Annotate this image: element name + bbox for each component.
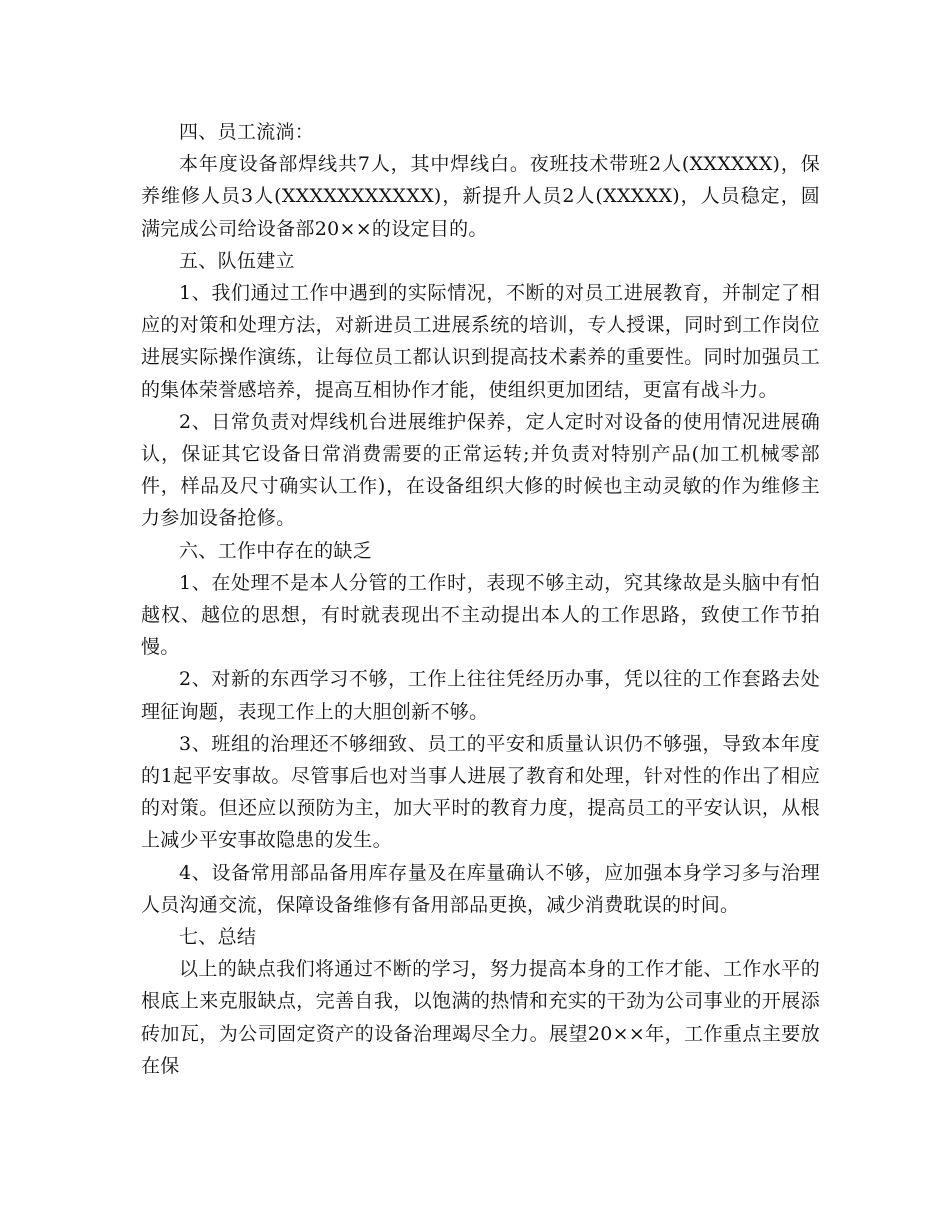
paragraph-shortcoming-2: 2、对新的东西学习不够，工作上往往凭经历办事，凭以往的工作套路去处理征询题，表现工作上的大胆创新不够。 <box>141 668 820 723</box>
paragraph-shortcoming-3: 3、班组的治理还不够细致、员工的平安和质量认识仍不够强，导致本年度的1起平安事故。尽管事后也对当事人进展了教育和处理，针对性的作出了相应的对策。但还应以预防为主，加大平时的教育力度，提高员工的平安认识，从根上减少平安事故隐患的发生。 <box>141 732 820 852</box>
section-heading-shortcomings: 六、工作中存在的缺乏 <box>179 539 373 562</box>
paragraph-staff-turnover: 本年度设备部焊线共7人，其中焊线白。夜班技术带班2人(XXXXXX)，保养维修人员3人(XXXXXXXXXXX)，新提升人员2人(XXXXX)，人员稳定，圆满完成公司给设备部20××的设定目的。 <box>141 153 820 240</box>
paragraph-team-building-2: 2、日常负责对焊线机台进展维护保养，定人定时对设备的使用情况进展确认，保证其它设备日常消费需要的正常运转;并负责对特别产品(加工机械零部件，样品及尺寸确实认工作)，在设备组织大修的时候也主动灵敏的作为维修主力参加设备抢修。 <box>141 410 820 530</box>
paragraph-summary: 以上的缺点我们将通过不断的学习，努力提高本身的工作才能、工作水平的根底上来克服缺点，完善自我，以饱满的热情和充实的干劲为公司事业的开展添砖加瓦，为公司固定资产的设备治理竭尽全力。展望20××年，工作重点主要放在保 <box>141 958 820 1077</box>
paragraph-shortcoming-4: 4、设备常用部品备用库存量及在库量确认不够，应加强本身学习多与治理人员沟通交流，保障设备维修有备用部品更换，减少消费耽误的时间。 <box>141 861 820 916</box>
paragraph-team-building-1: 1、我们通过工作中遇到的实际情况，不断的对员工进展教育，并制定了相应的对策和处理方法，对新进员工进展系统的培训，专人授课，同时到工作岗位进展实际操作演练，让每位员工都认识到提高技术素养的重要性。同时加强员工的集体荣誉感培养，提高互相协作才能，使组织更加团结，更富有战斗力。 <box>141 282 820 401</box>
section-heading-summary: 七、总结 <box>179 926 257 949</box>
paragraph-shortcoming-1: 1、在处理不是本人分管的工作时，表现不够主动，究其缘故是头脑中有怕越权、越位的思想，有时就表现出不主动提出本人的工作思路，致使工作节拍慢。 <box>141 571 820 659</box>
section-heading-team-building: 五、队伍建立 <box>179 249 295 272</box>
section-heading-staff-turnover: 四、员工流淌： <box>179 121 315 143</box>
